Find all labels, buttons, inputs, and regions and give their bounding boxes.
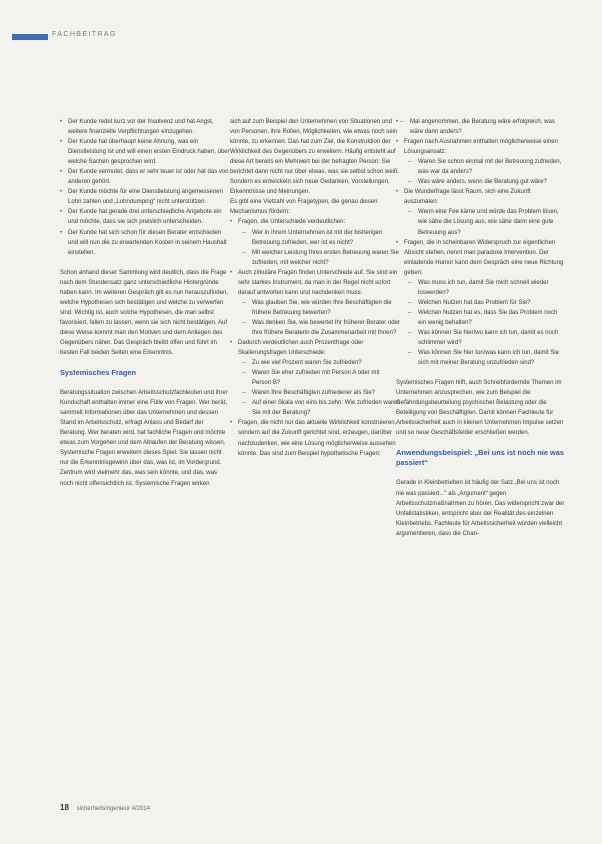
list-item: • Der Kunde möchte für eine Dienstleistung angemessenen Lohn zahlen und „Lohndumping“ nicht unterstützen. bbox=[60, 187, 230, 207]
text-column-1 bbox=[60, 117, 230, 489]
header-accent-bar bbox=[12, 34, 48, 40]
subheading: Systemisches Fragen bbox=[60, 368, 136, 378]
list-item: • Der Kunde redet kurz vor der Insolvenz und hat Angst, weitere finanzielle Verpflichtungen einzugehen. bbox=[60, 117, 230, 137]
paragraph: sich auf zum Beispiel den Unternehmen von Situationen und von Personen, ihre Rollen, Möglichkeiten, wie etwas noch sein könnte, zu erkennen. Das hat zum Ziel, die Konstruktion der Wirklichkeit des Gegenübers zu erweitern. Häufig entsteht auf diese Art bereits ein Mehrwert bei der befragten Person: Sie berichtet dann nicht nur über etwas, was sie selbst schon weiß. Sondern es entwickeln sich neue Gedanken, Vorstellungen, Erkenntnisse und Meinungen. bbox=[230, 119, 400, 196]
sub-list-item: – Zu wie viel Prozent waren Sie zufrieden? bbox=[242, 358, 400, 368]
list-item: • Der Kunde vermutet, dass er sehr teuer ist oder hat das von anderen gehört. bbox=[60, 167, 230, 187]
list-item: • Der Kunde hat gerade drei unterschiedliche Angebote ein und möchte, dass sie sich preislich unterscheiden. bbox=[60, 207, 230, 227]
paragraph: Gerade in Kleinbetrieben ist häufig der Satz „Bei uns ist noch nie was passiert...“ als „Argument“ gegen Arbeitsschutzmaßnahmen zu hören. Das widerspricht zwar der Unfallstatistiken, entspricht aber der Realität des einzelnen Kleinbetriebs. Fachleute für Arbeitssicherheit würden vielleicht argumentieren, dass die Chan- bbox=[396, 480, 565, 537]
paragraph: Beratungssituation zwischen Arbeitsschutzfachleuten und ihrer Kundschaft enthalten immer eine Fülle von Fragen. Wer berät, sammelt Informationen über das Unternehmen und dessen Stand im Arbeitsschutz, erfragt Anlass und Bedarf der Beratung. Wer beraten wird, hat fachliche Fragen und möchte etwas zum Vorgehen und dem Ablaufen der Beratung wissen. bbox=[60, 390, 228, 447]
page-number: 18 bbox=[60, 803, 69, 812]
paragraph: Systemisches Fragen hilft, auch Schreibfordernde Themen im Unternehmen anzusprechen, wie zum Beispiel die Gefährdungsbeurteilung psychischer Belastung oder die Beteiligung von Beschäftigten. Damit können Fachleute für Arbeitssicherheit auch in kleinen Unternehmen Impulse setzen und so neue Geschäftsfelder erschließen werden. bbox=[396, 380, 564, 437]
page-footer bbox=[60, 803, 150, 812]
sub-list-item: – Mit welcher Leistung Ihres ersten Betreuung waren Sie zufrieden, mit welcher nicht? bbox=[242, 248, 400, 268]
sub-list-item: – Welchen Nutzen hat das Problem für Sie? bbox=[408, 298, 566, 308]
sub-list-item: – Was können Sie hier tun/was kann ich tun, damit Sie sich mit meiner Beratung unzufrieden sind? bbox=[408, 348, 566, 368]
list-item: • Fragen, die Unterschiede verdeutlichen: – Wer in Ihrem Unternehmen ist mit der bisherigen Betreuung zufrieden, wer ist es nicht? – Mit welcher Leistung Ihres ersten Betreuung waren Sie zufrieden, mit welcher nicht? bbox=[230, 217, 400, 267]
list-item: • Fragen, die nicht nur das aktuelle Wirklichkeit konstruieren, sondern auf die Zukunft gerichtet sind, erzeugen, darüber nachzudenken, wie eine Lösung möglicherweise aussehen könnte. Das sind zum Beispiel hypothetische Fragen: bbox=[230, 418, 400, 458]
list-item: • Der Kunde hat sich schon für diesen Berater entschieden und will nun die zu erwartenden Kosten in seinem Haushalt einstellen. bbox=[60, 228, 230, 258]
sub-list-item: – Was wäre anders, wenn die Beratung gut wäre? bbox=[408, 177, 566, 187]
section-label: FACHBEITRAG bbox=[52, 31, 117, 38]
subheading: Anwendungsbeispiel: „Bei uns ist noch nie was passiert“ bbox=[396, 448, 564, 468]
list-item: • Auch zirkuläre Fragen finden Unterschiede auf. Sie sind ein sehr starkes Instrument, da man in der Regel nicht sofort darauf antworten kann und nachdenken muss: – Was glauben Sie, wie würden Ihre Beschäftigten die frühere Betreuung bewerten? – Was denken Sie, wie bewertet Ihr früherer Berater oder Ihre frühere Beraterin die Zusammenarbeit mit Ihnen? bbox=[230, 268, 400, 338]
question-type-list bbox=[230, 217, 400, 458]
sub-list-item: – Was muss ich tun, damit Sie mich schnell wieder loswerden? bbox=[408, 278, 566, 298]
sub-list-item: – Waren Ihre Beschäftigten zufriedener als Sie? bbox=[242, 388, 400, 398]
sub-list-item: – Was können Sie hier/wo kann ich tun, damit es noch schlimmer wird? bbox=[408, 328, 566, 348]
sub-list-item: – Was denken Sie, wie bewertet Ihr früherer Berater oder Ihre frühere Beraterin die Zusammenarbeit mit Ihnen? bbox=[242, 318, 400, 338]
sub-list-item: – Wer in Ihrem Unternehmen ist mit der bisherigen Betreuung zufrieden, wer ist es nicht? bbox=[242, 228, 400, 248]
list-item: • Die Wunderfrage lässt Raum, sich eine Zukunft auszumalen: – Wenn eine Fee käme und würde das Problem lösen, wie sähe die Lösung aus, wie sähe dann eine gute Betreuung aus? bbox=[396, 187, 566, 237]
list-item: • Fragen, die in scheinbaren Widerspruch zur eigentlichen Absicht stehen, nennt man paradoxe Intervention. Der einladende Humor kann dem Gespräch eine neue Richtung geben: – Was muss ich tun, damit Sie mich schnell wieder loswerden? – Welchen Nutzen hat das Problem für Sie? – Welchen Nutzen hat es, dass Sie das Problem noch ein wenig behalten? – Was können Sie hier/wo kann ich tun, damit es noch schlimmer wird? – Was können Sie hier tun/was kann ich tun, damit Sie sich mit meiner Beratung unzufrieden sind? bbox=[396, 238, 566, 369]
sub-list-item: – Wenn eine Fee käme und würde das Problem lösen, wie sähe die Lösung aus, wie sähe dann eine gute Betreuung aus? bbox=[408, 207, 566, 237]
paragraph: Systemische Fragen erweitern dieses Spiel. Sie lassen nicht nur die Erkenntnisgewinn über das, was ist, im Vordergrund. Zentrum wird vielmehr das, was sein könnte, und das, was noch nicht offensichtlich ist. Systemische Fragen wirken bbox=[60, 450, 222, 487]
hypothesis-list bbox=[60, 117, 230, 258]
sub-list-item: – • Mal angenommen, die Beratung wäre erfolgreich, was wäre dann anders? bbox=[400, 117, 566, 137]
sub-list-item: – Was glauben Sie, wie würden Ihre Beschäftigten die frühere Betreuung bewerten? bbox=[242, 298, 400, 318]
list-item: • Dadurch verdeutlichen auch Prozentfrage oder Skalierungsfragen Unterschiede: – Zu wie viel Prozent waren Sie zufrieden? – Waren Sie eher zufrieden mit Person A oder mit Person B? – Waren Ihre Beschäftigten zufriedener als Sie? – Auf einer Skala von eins bis zehn: Wie zufrieden waren Sie mit der Beratung? bbox=[230, 338, 400, 418]
sub-list-item: – Waren Sie eher zufrieden mit Person A oder mit Person B? bbox=[242, 368, 400, 388]
paragraph: Es gibt eine Vielzahl von Fragetypen, die genau diesen Mechanismus fördern: bbox=[230, 199, 378, 216]
sub-list-item: – Auf einer Skala von eins bis zehn: Wie zufrieden waren Sie mit der Beratung? bbox=[242, 398, 400, 418]
list-item: • Fragen nach Ausnahmen enthalten möglicherweise einen Lösungsansatz: – Waren Sie schon einmal mit der Betreuung zufrieden, was war da anders? – Was wäre anders, wenn die Beratung gut wäre? bbox=[396, 137, 566, 187]
sub-list-item: – Waren Sie schon einmal mit der Betreuung zufrieden, was war da anders? bbox=[408, 157, 566, 177]
sub-list-item: – Welchen Nutzen hat es, dass Sie das Problem noch ein wenig behalten? bbox=[408, 308, 566, 328]
list-item bbox=[396, 117, 566, 137]
paragraph: Schon anhand dieser Sammlung wird deutlich, dass die Frage nach dem Stundensatz ganz unterschiedliche Hintergründe haben kann. Im weiteren Gespräch gilt es nun herauszufinden, welche Hypothesen sich bestätigen und welche zu verwerfen sind. Wichtig ist, auch solche Hypothesen, die man selbst favorisiert, fallen zu lassen, wenn sie sich nicht bestätigen. Auf diese Weise kommt man den Motiven und dem Anliegen des Gegenübers näher. Das Gespräch bleibt offen und führt im besten Fall beiden Seiten eine Erkenntnis. bbox=[60, 269, 229, 357]
text-column-2 bbox=[230, 117, 400, 459]
text-column-3 bbox=[396, 117, 566, 539]
question-type-list-continued bbox=[396, 117, 566, 368]
publication-name: sicherheitsingenieur 4/2014 bbox=[76, 806, 150, 812]
list-item: • Der Kunde hat überhaupt keine Ahnung, was ein Dienstleistung ist und will einen ersten Eindruck haben, über welche Sachen gesprochen wird. bbox=[60, 137, 230, 167]
